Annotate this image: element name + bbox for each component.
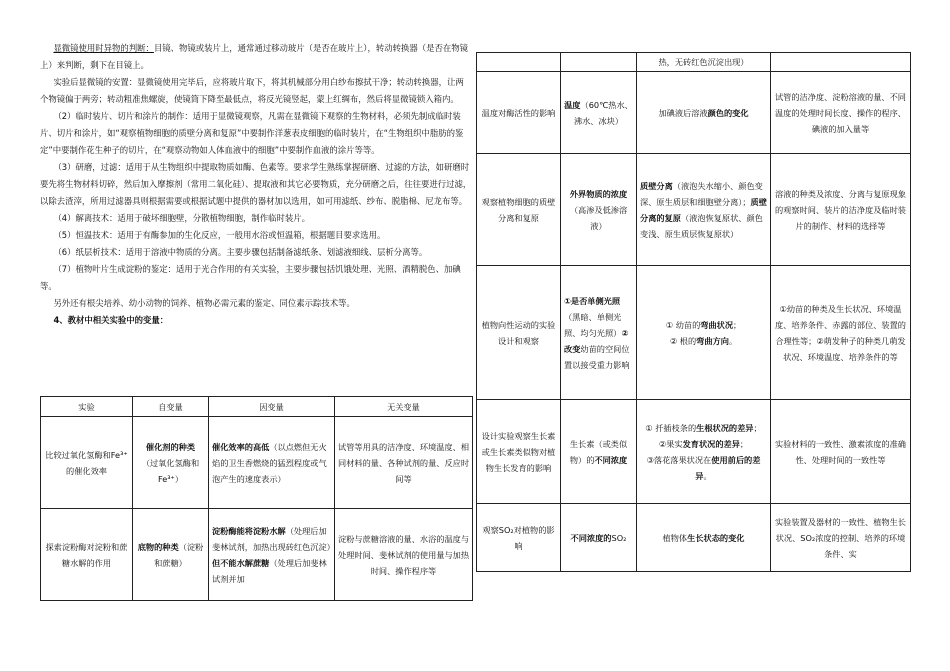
cell-dependent: ① 幼苗的弯曲状况； ② 根的弯曲方向。 [637,266,771,400]
cell-independent: 生长素（或类似物）的不同浓度 [561,400,637,504]
underlined-term: 显微镜使用时异物的判断： [53,43,154,53]
cell-experiment: 植物向性运动的实验设计和观察 [477,266,561,400]
paragraph: （4）解离技术：适用于破坏细胞壁，分散植物细胞，制作临时装片。 [53,213,311,223]
cell-control: 实验材料的一致性、激素浓度的准确性、处理时间的一致性等 [771,400,911,504]
cell-control: 实验装置及器材的一致性、植物生长状况、SO₂浓度的控制、培养的环境条件、实 [771,504,911,572]
cell-independent: 催化剂的种类 （过氧化氢酶和Fe³⁺） [133,417,209,509]
cell-experiment: 温度对酶活性的影响 [477,72,561,154]
variables-table-left [40,396,473,601]
cell-control: 淀粉与蔗糖溶液的量、水浴的温度与处理时间、斐林试剂的使用量与加热时间、操作程序等 [335,509,473,601]
cell-dependent: 热，无砖红色沉淀出现） [637,53,771,72]
paragraph: （7）植物叶片生成淀粉的鉴定：适用于光合作用的有关实验，主要步骤包括饥饿处理、光照、酒精脱色、加碘等。 [40,264,461,291]
header-control-var: 无关变量 [335,397,473,417]
table-row [41,417,473,509]
cell-dependent: ① 扦插枝条的生根状况的差异； ②果实发育状况的差异； ③落花落果状况在使用前后的差异。 [637,400,771,504]
paragraph: （5）恒温技术：适用于有酶参加的生化反应，一般用水浴或恒温箱，根据题目要求选用。 [53,230,386,240]
table-row [477,266,911,400]
cell-control: ①幼苗的种类及生长状况、环境温度、培养条件、赤露的部位、装置的合理性等；②萌发种子的种类几萌发状况、环境温度、培养条件的等 [771,266,911,400]
section-heading: 4、教材中相关实验中的变量： [53,315,169,325]
paragraph: （3）研磨，过滤：适用于从生物组织中提取物质如酶、色素等。要求学生熟练掌握研磨、过滤的方法，如研磨时要先将生物材料切碎，然后加入摩擦剂（常用二氧化硅）、提取液和其它必要物质，充分研磨之后，往往要进行过滤，以除去渣滓，所用过滤器具则根据需要或根据试题中提供的器材加以选用，如可用滤纸、纱布、脱脂棉、尼龙布等。 [40,162,472,206]
table-row [477,53,911,72]
table-row [477,400,911,504]
table-row [477,154,911,266]
table-row [477,72,911,154]
paragraph: 显微镜使用时异物的判断：目镜、物镜或装片上，通常通过移动玻片（是否在玻片上），转动转换器（是否在物镜上）来判断，剩下在目镜上。 [40,43,468,70]
cell-dependent: 加碘液后溶液颜色的变化 [637,72,771,154]
cell-independent: ①是否单侧光照（黑暗、单侧光照、均匀光照）②改变幼苗的空间位置以接受重力影响 [561,266,637,400]
cell-independent: 底物的种类（淀粉和蔗糖） [133,509,209,601]
cell-experiment: 比较过氧化氢酶和Fe³⁺的催化效率 [41,417,133,509]
header-independent-var: 自变量 [133,397,209,417]
cell-experiment: 探索淀粉酶对淀粉和蔗糖水解的作用 [41,509,133,601]
cell-dependent: 植物体生长状态的变化 [637,504,771,572]
table-row [41,509,473,601]
paragraph: （2）临时装片、切片和涂片的制作：适用于显微镜观察，凡需在显微镜下观察的生物材料，必须先制成临时装片、切片和涂片，如“观察植物细胞的质壁分离和复原”中要制作洋葱表皮细胞的临时装片，在“生物组织中脂肪的鉴定”中要制作花生种子的切片，在“观察动物如人体血液中的细胞”中要制作血液的涂片等等。 [40,111,464,155]
cell-experiment: 设计实验观察生长素或生长素类似物对植物生长发育的影响 [477,400,561,504]
cell-experiment: 观察SO₂对植物的影响 [477,504,561,572]
cell-independent: 外界物质的浓度（高渗及低渗溶液） [561,154,637,266]
table-row [477,504,911,572]
left-text-column [40,40,472,329]
cell-independent: 温度（60℃热水、沸水、冰块） [561,72,637,154]
cell-dependent: 质壁分离（液泡失水缩小、颜色变深、原生质层和细胞壁分离）；质壁分离的复原（液泡恢复原状、颜色变浅、原生质层恢复原状） [637,154,771,266]
header-experiment: 实验 [41,397,133,417]
cell-control: 试管的洁净度、淀粉溶液的量、不同温度的处理时间长度、操作的程序、碘液的加入量等 [771,72,911,154]
paragraph: 另外还有根尖培养、幼小动物的饲养、植物必需元素的鉴定、同位素示踪技术等。 [53,298,355,308]
paragraph: 实验后显微镜的安置：显微镜使用完毕后，应将玻片取下，将其机械部分用白纱布擦拭干净；转动转换器，让两个物镜偏于两旁；转动粗准焦螺旋，使镜筒下降至最低点，将反光镜竖起，蒙上红绸布，然后将显微镜锁入箱内。 [40,77,464,104]
cell-dependent: 催化效率的高低（以点燃但无火焰的卫生香燃烧的猛烈程度或气泡产生的速度表示） [209,417,335,509]
paragraph: （6）纸层析技术：适用于溶液中物质的分离。主要步骤包括制备滤纸条、划滤液细线、层析分离等。 [53,247,428,257]
cell-independent: 不同浓度的SO₂ [561,504,637,572]
cell-experiment: 观察植物细胞的质壁分离和复原 [477,154,561,266]
variables-table-right [476,52,911,572]
header-dependent-var: 因变量 [209,397,335,417]
cell-control: 溶液的种类及浓度、分离与复原现象的观察时间、装片的洁净度及临时装片的制作、材料的选择等 [771,154,911,266]
cell-control: 试管等用具的洁净度、环境温度、相同材料的量、各种试剂的量、反应时间等 [335,417,473,509]
cell-dependent: 淀粉酶能将淀粉水解（处理后加斐林试剂，加热出现砖红色沉淀）但不能水解蔗糖（处理后加斐林试剂并加 [209,509,335,601]
